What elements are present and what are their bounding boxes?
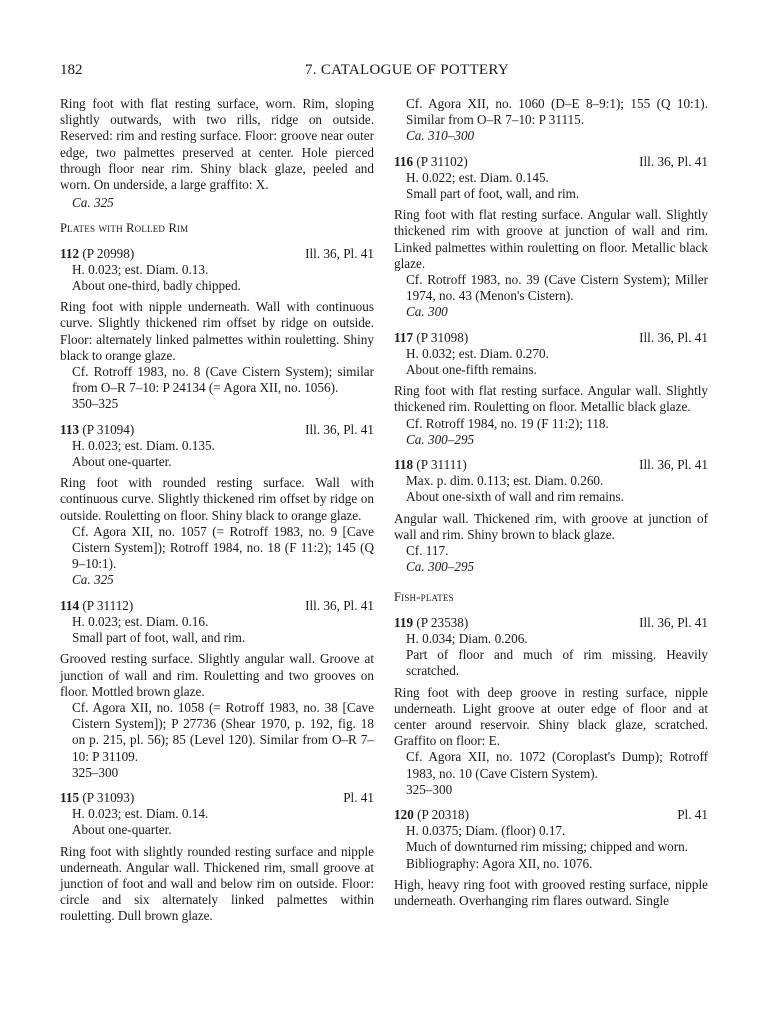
entry-number: 117 (394, 329, 414, 345)
catalogue-entry-119 (394, 615, 708, 798)
preservation: About one-sixth of wall and rim remains. (406, 489, 624, 505)
date: 350–325 (72, 396, 119, 412)
illustration-reference: Ill. 36, Pl. 41 (639, 153, 708, 169)
catalogue-entry-120 (394, 807, 708, 909)
inventory-number: (P 31112) (82, 597, 134, 613)
catalogue-entry-118 (394, 457, 708, 575)
running-title: 7. CATALOGUE OF POTTERY (304, 62, 510, 78)
comparanda: Cf. Agora XII, no. 1058 (= Rotroff 1983, no. 38 [Cave Cistern System]); P 27736 (Shear 1970, p. 192, fig. 18 on p. 215, pl. 56); 85 (Level 120). Similar from O–R 7–10: P 31109. (72, 699, 374, 764)
preservation: Small part of foot, wall, and rim. (406, 186, 580, 202)
catalogue-entry-113 (60, 422, 374, 589)
illustration-reference: Pl. 41 (677, 806, 708, 822)
dimensions: H. 0.022; est. Diam. 0.145. (406, 169, 549, 185)
continued-date: Ca. 310–300 (406, 128, 475, 144)
entry-number: 120 (394, 806, 414, 822)
preservation: About one-quarter. (72, 454, 172, 470)
dimensions: H. 0.023; est. Diam. 0.135. (72, 437, 215, 453)
illustration-reference: Pl. 41 (343, 789, 374, 805)
description: Ring foot with rounded resting surface. Wall with continuous curve. Slightly thickened rim offset by ridge on outside. Rouletting on floor. Shiny black to orange glaze. (60, 475, 374, 523)
illustration-reference: Ill. 36, Pl. 41 (639, 329, 708, 345)
catalogue-entry-114 (60, 598, 374, 781)
description: Ring foot with deep groove in resting surface, nipple underneath. Light groove at outer edge of floor and at center around reservoir. Shiny black glaze, scratched. Graffito on floor: E. (394, 684, 708, 749)
entry-number: 118 (394, 457, 414, 473)
catalogue-entry-117 (394, 330, 708, 448)
date: Ca. 325 (72, 572, 114, 588)
catalogue-entry-112 (60, 246, 374, 413)
inventory-number: (P 31093) (82, 789, 135, 805)
entry-number: 119 (394, 614, 414, 630)
section-heading-fish-plates: Fish-plates (394, 590, 454, 605)
bibliography: Bibliography: Agora XII, no. 1076. (406, 855, 593, 871)
preservation: About one-quarter. (72, 822, 172, 838)
dimensions: H. 0.032; est. Diam. 0.270. (406, 345, 549, 361)
preservation: Much of downturned rim missing; chipped and worn. (406, 839, 689, 855)
dimensions: H. 0.023; est. Diam. 0.16. (72, 613, 209, 629)
date: Ca. 300–295 (406, 559, 475, 575)
description: Ring foot with slightly rounded resting surface and nipple underneath. Angular wall. Thickened rim, small groove at junction of foot and wall and below rim on outside. Floor: circle and six alternately linked palmettes within rouletting. Dull brown glaze. (60, 843, 374, 924)
date: 325–300 (72, 764, 119, 780)
comparanda: Cf. 117. (406, 543, 449, 559)
comparanda: Cf. Agora XII, no. 1057 (= Rotroff 1983, no. 9 [Cave Cistern System]); Rotroff 1984, no. 18 (F 11:2); 145 (Q 9–10:1). (72, 523, 374, 572)
description: Grooved resting surface. Slightly angular wall. Groove at junction of wall and rim. Rouletting and two grooves on floor. Mottled brown glaze. (60, 651, 374, 699)
inventory-number: (P 20318) (417, 806, 469, 822)
description: Ring foot with flat resting surface. Angular wall. Slightly thickened rim. Rouletting on floor. Metallic black glaze. (394, 383, 708, 415)
intro-date: Ca. 325 (72, 195, 114, 211)
description: Angular wall. Thickened rim, with groove at junction of wall and rim. Shiny brown to black glaze. (394, 510, 708, 542)
section-heading-rolled-rim: Plates with Rolled Rim (60, 221, 189, 236)
illustration-reference: Ill. 36, Pl. 41 (639, 457, 708, 473)
inventory-number: (P 31098) (416, 329, 469, 345)
comparanda: Cf. Rotroff 1983, no. 39 (Cave Cistern System); Miller 1974, no. 43 (Menon's Cistern). (406, 272, 708, 304)
dimensions: H. 0.023; est. Diam. 0.14. (72, 806, 209, 822)
inventory-number: (P 23538) (416, 614, 469, 630)
preservation: About one-third, badly chipped. (72, 278, 241, 294)
catalogue-entry-115 (60, 790, 374, 925)
dimensions: H. 0.0375; Diam. (floor) 0.17. (406, 823, 566, 839)
date: 325–300 (406, 781, 453, 797)
dimensions: H. 0.034; Diam. 0.206. (406, 630, 528, 646)
date: Ca. 300 (406, 304, 448, 320)
inventory-number: (P 20998) (82, 245, 135, 261)
inventory-number: (P 31102) (416, 153, 468, 169)
entry-number: 114 (60, 597, 80, 613)
preservation: About one-fifth remains. (406, 362, 537, 378)
entry-number: 113 (60, 421, 80, 437)
dimensions: Max. p. dim. 0.113; est. Diam. 0.260. (406, 473, 604, 489)
inventory-number: (P 31111) (416, 457, 467, 473)
illustration-reference: Ill. 36, Pl. 41 (305, 421, 374, 437)
entry-number: 112 (60, 245, 80, 261)
illustration-reference: Ill. 36, Pl. 41 (639, 614, 708, 630)
description: Ring foot with nipple underneath. Wall with continuous curve. Slightly thickened rim offset by ridge on outside. Floor: alternately linked palmettes within rouletting. Shiny black to orange glaze. (60, 299, 374, 363)
date: Ca. 300–295 (406, 431, 475, 447)
preservation: Small part of foot, wall, and rim. (72, 630, 246, 646)
preservation: Part of floor and much of rim missing. Heavily scratched. (406, 647, 708, 679)
comparanda: Cf. Agora XII, no. 1072 (Coroplast's Dump); Rotroff 1983, no. 10 (Cave Cistern System). (406, 749, 708, 781)
illustration-reference: Ill. 36, Pl. 41 (305, 597, 374, 613)
intro-description: Ring foot with flat resting surface, worn. Rim, sloping slightly outwards, with two rills, ridge on outside. Reserved: rim and resting surface. Floor: groove near outer edge, two palmettes preserved at center. Hole pierced through floor near rim. Shiny black glaze, peeled and worn. On underside, a large graffito: X. (60, 96, 374, 193)
entry-number: 115 (60, 789, 80, 805)
right-column (394, 96, 708, 909)
comparanda: Cf. Rotroff 1983, no. 8 (Cave Cistern System); similar from O–R 7–10: P 24134 (= Agora XII, no. 1056). (72, 364, 374, 396)
dimensions: H. 0.023; est. Diam. 0.13. (72, 261, 209, 277)
description: Ring foot with flat resting surface. Angular wall. Slightly thickened rim with groove at junction of wall and rim. Linked palmettes within rouletting on floor. Metallic black glaze. (394, 207, 708, 271)
description: High, heavy ring foot with grooved resting surface, nipple underneath. Overhanging rim flares outward. Single (394, 876, 708, 908)
page-number: 182 (60, 62, 83, 78)
catalogue-entry-116 (394, 154, 708, 321)
illustration-reference: Ill. 36, Pl. 41 (305, 245, 374, 261)
continued-comparanda: Cf. Agora XII, no. 1060 (D–E 8–9:1); 155 (Q 10:1). Similar from O–R 7–10: P 31115. (406, 96, 708, 128)
inventory-number: (P 31094) (82, 421, 135, 437)
left-column (60, 96, 374, 925)
entry-number: 116 (394, 153, 414, 169)
comparanda: Cf. Rotroff 1984, no. 19 (F 11:2); 118. (406, 415, 609, 431)
